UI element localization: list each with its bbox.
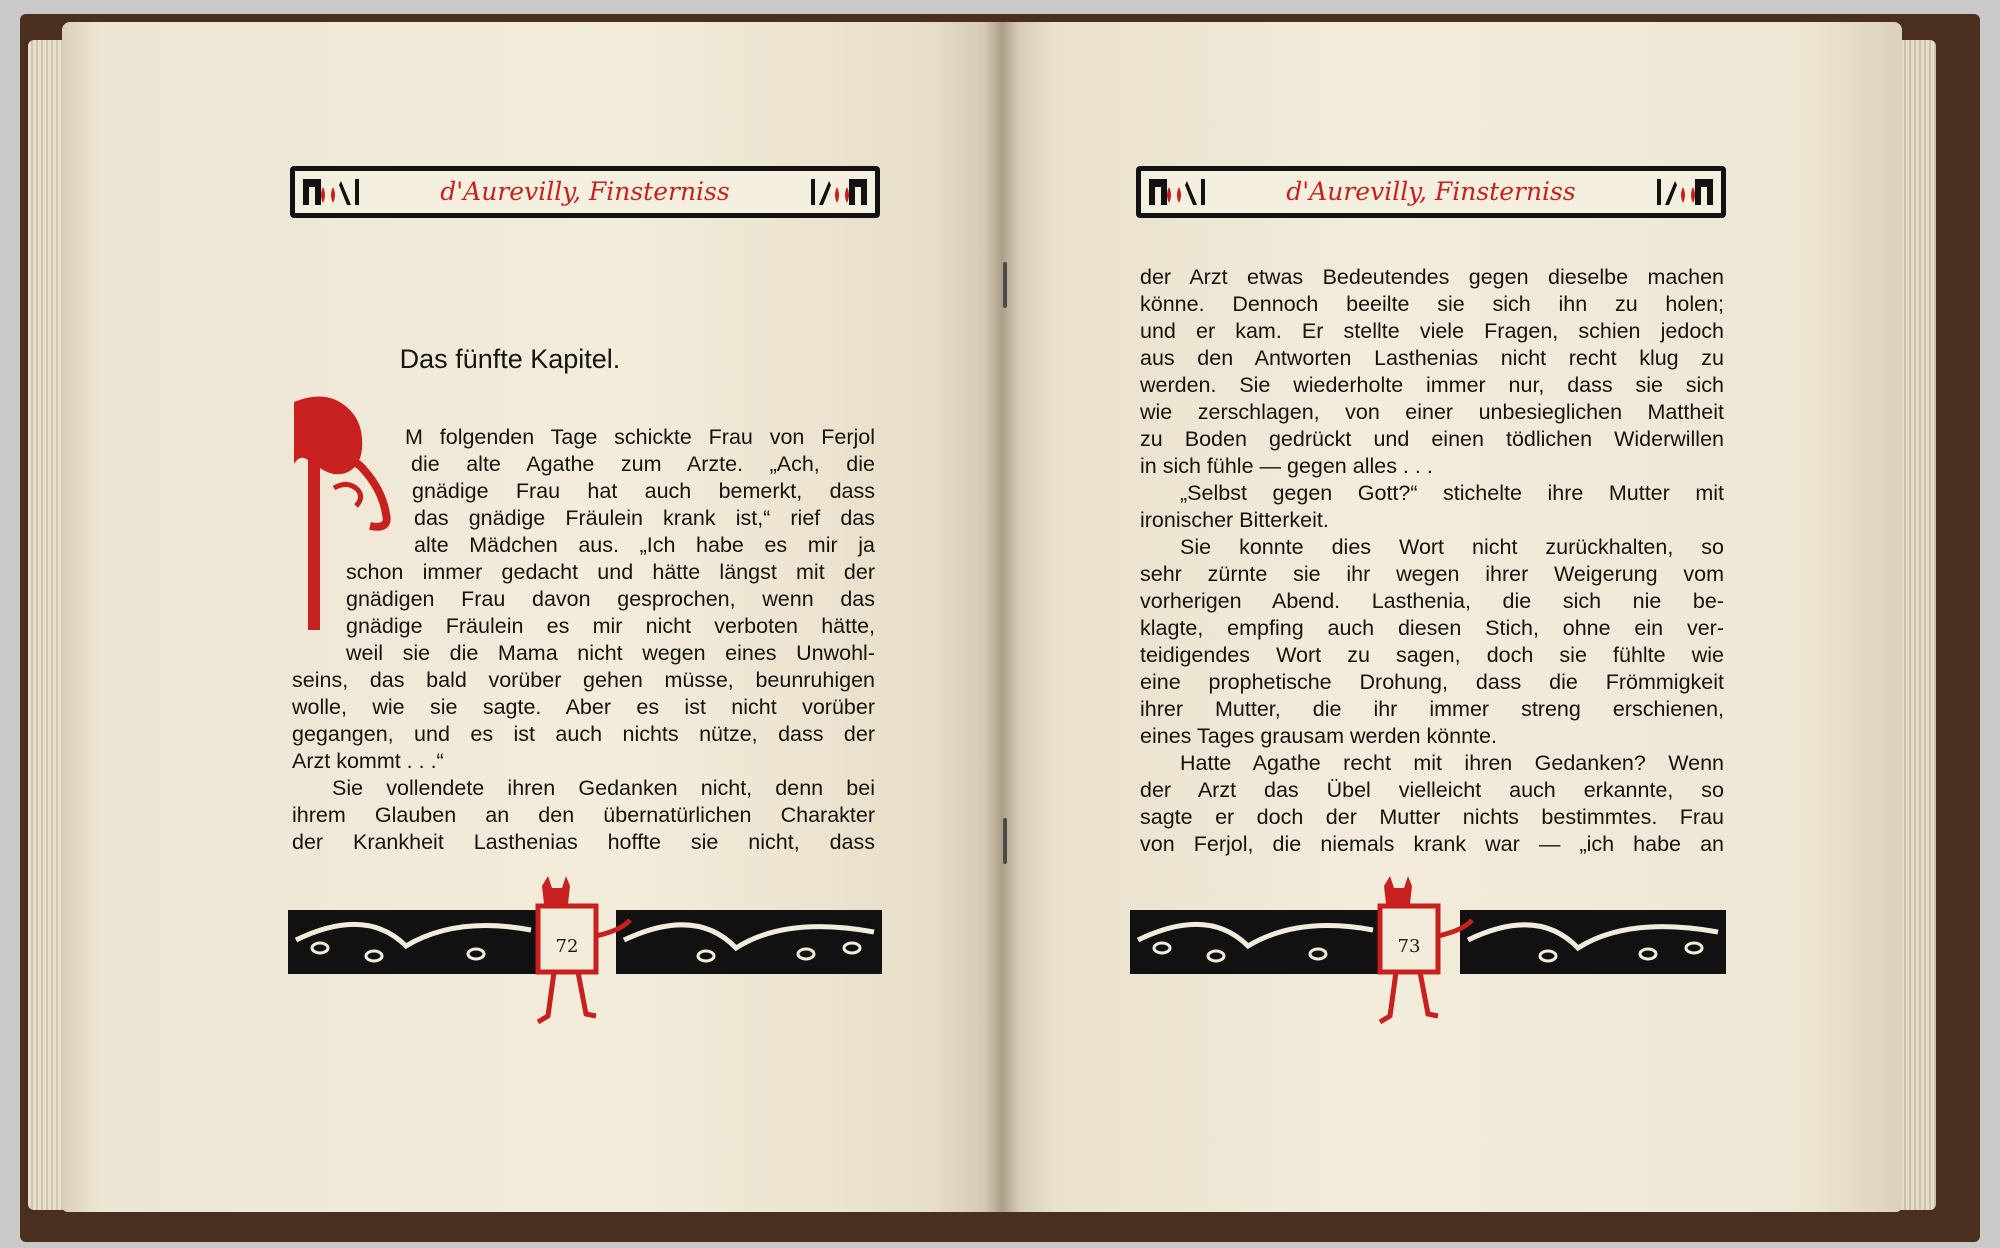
running-header-right <box>1136 166 1726 218</box>
text-line: wolle, wie sie sagte. Aber es ist nicht vorüber <box>292 695 875 719</box>
text-line: gnädige Frau hat auch bemerkt, dass <box>412 479 875 503</box>
text-line: sagte er doch der Mutter nichts bestimmtes. Frau <box>1140 805 1724 829</box>
page-number: 73 <box>1397 936 1421 957</box>
text-line: das gnädige Fräulein krank ist,“ rief das <box>414 506 875 530</box>
text-line: gnädige Fräulein es mir nicht verboten hätte, <box>346 614 875 638</box>
text-line: Arzt kommt . . .“ <box>292 749 444 773</box>
text-line: ironischer Bitterkeit. <box>1140 508 1329 532</box>
binding-clip <box>1003 818 1007 864</box>
text-line: eines Tages grausam werden könnte. <box>1140 724 1497 748</box>
text-line: gnädigen Frau davon gesprochen, wenn das <box>346 587 875 611</box>
text-line: teidigendes Wort zu sagen, doch sie fühlte wie <box>1140 643 1724 667</box>
footer-ornament-left <box>286 876 886 986</box>
page-edges-right <box>1896 40 1936 1210</box>
text-line: Sie konnte dies Wort nicht zurückhalten, so <box>1180 535 1724 559</box>
book-gutter <box>984 22 1020 1212</box>
text-line: die alte Agathe zum Arzte. „Ach, die <box>411 452 875 476</box>
text-line: Sie vollendete ihren Gedanken nicht, denn bei <box>332 776 875 800</box>
running-title: d'Aurevilly, Finsterniss <box>1286 177 1576 206</box>
text-line: sehr zürnte sie ihr wegen ihrer Weigerung vom <box>1140 562 1724 586</box>
text-line: und er kam. Er stellte viele Fragen, schien jedoch <box>1140 319 1724 343</box>
drip-ornament-icon <box>1653 175 1715 211</box>
text-line: wie zerschlagen, von einer unbesieglichen Mattheit <box>1140 400 1724 424</box>
text-line: zu Boden gedrückt und einen tödlichen Widerwillen <box>1140 427 1724 451</box>
text-line: seins, das bald vorüber gehen müsse, beunruhigen <box>292 668 875 692</box>
running-header-left <box>290 166 880 218</box>
footer-ornament-right <box>1128 876 1730 986</box>
footer-band-icon <box>1128 876 1730 1030</box>
text-line: in sich fühle — gegen alles . . . <box>1140 454 1433 478</box>
drip-ornament-icon <box>301 175 363 211</box>
text-line: könne. Dennoch beeilte sie sich ihn zu holen; <box>1140 292 1724 316</box>
chapter-title: Das fünfte Kapitel. <box>399 344 621 374</box>
text-line: M folgenden Tage schickte Frau von Ferjol <box>405 425 875 449</box>
text-line: alte Mädchen aus. „Ich habe es mir ja <box>414 533 875 557</box>
text-line: vorherigen Abend. Lasthenia, die sich nie be- <box>1140 589 1724 613</box>
text-line: weil sie die Mama nicht wegen eines Unwohl- <box>346 641 875 665</box>
text-line: ihrer Mutter, die ihr immer streng erschienen, <box>1140 697 1724 721</box>
text-line: „Selbst gegen Gott?“ stichelte ihre Mutter mit <box>1180 481 1724 505</box>
text-line: eine prophetische Drohung, dass die Frömmigkeit <box>1140 670 1724 694</box>
page-number: 72 <box>555 936 579 957</box>
binding-clip <box>1003 262 1007 308</box>
text-line: ihrem Glauben an den übernatürlichen Charakter <box>292 803 875 827</box>
footer-band-icon <box>286 876 886 1030</box>
text-line: werden. Sie wiederholte immer nur, dass sie sich <box>1140 373 1724 397</box>
drip-ornament-icon <box>807 175 869 211</box>
text-line: der Arzt etwas Bedeutendes gegen dieselbe machen <box>1140 265 1724 289</box>
text-line: gegangen, und es ist auch nichts nütze, dass der <box>292 722 875 746</box>
text-line: von Ferjol, die niemals krank war — „ich habe an <box>1140 832 1724 856</box>
text-line: Hatte Agathe recht mit ihren Gedanken? Wenn <box>1180 751 1724 775</box>
drip-ornament-icon <box>1147 175 1209 211</box>
text-line: der Krankheit Lasthenias hoffte sie nicht, dass <box>292 830 875 854</box>
text-line: der Arzt das Übel vielleicht auch erkannte, so <box>1140 778 1724 802</box>
text-line: klagte, empfing auch diesen Stich, ohne ein ver- <box>1140 616 1724 640</box>
text-line: schon immer gedacht und hätte längst mit der <box>346 560 875 584</box>
text-line: aus den Antworten Lasthenias nicht recht klug zu <box>1140 346 1724 370</box>
running-title: d'Aurevilly, Finsterniss <box>440 177 730 206</box>
